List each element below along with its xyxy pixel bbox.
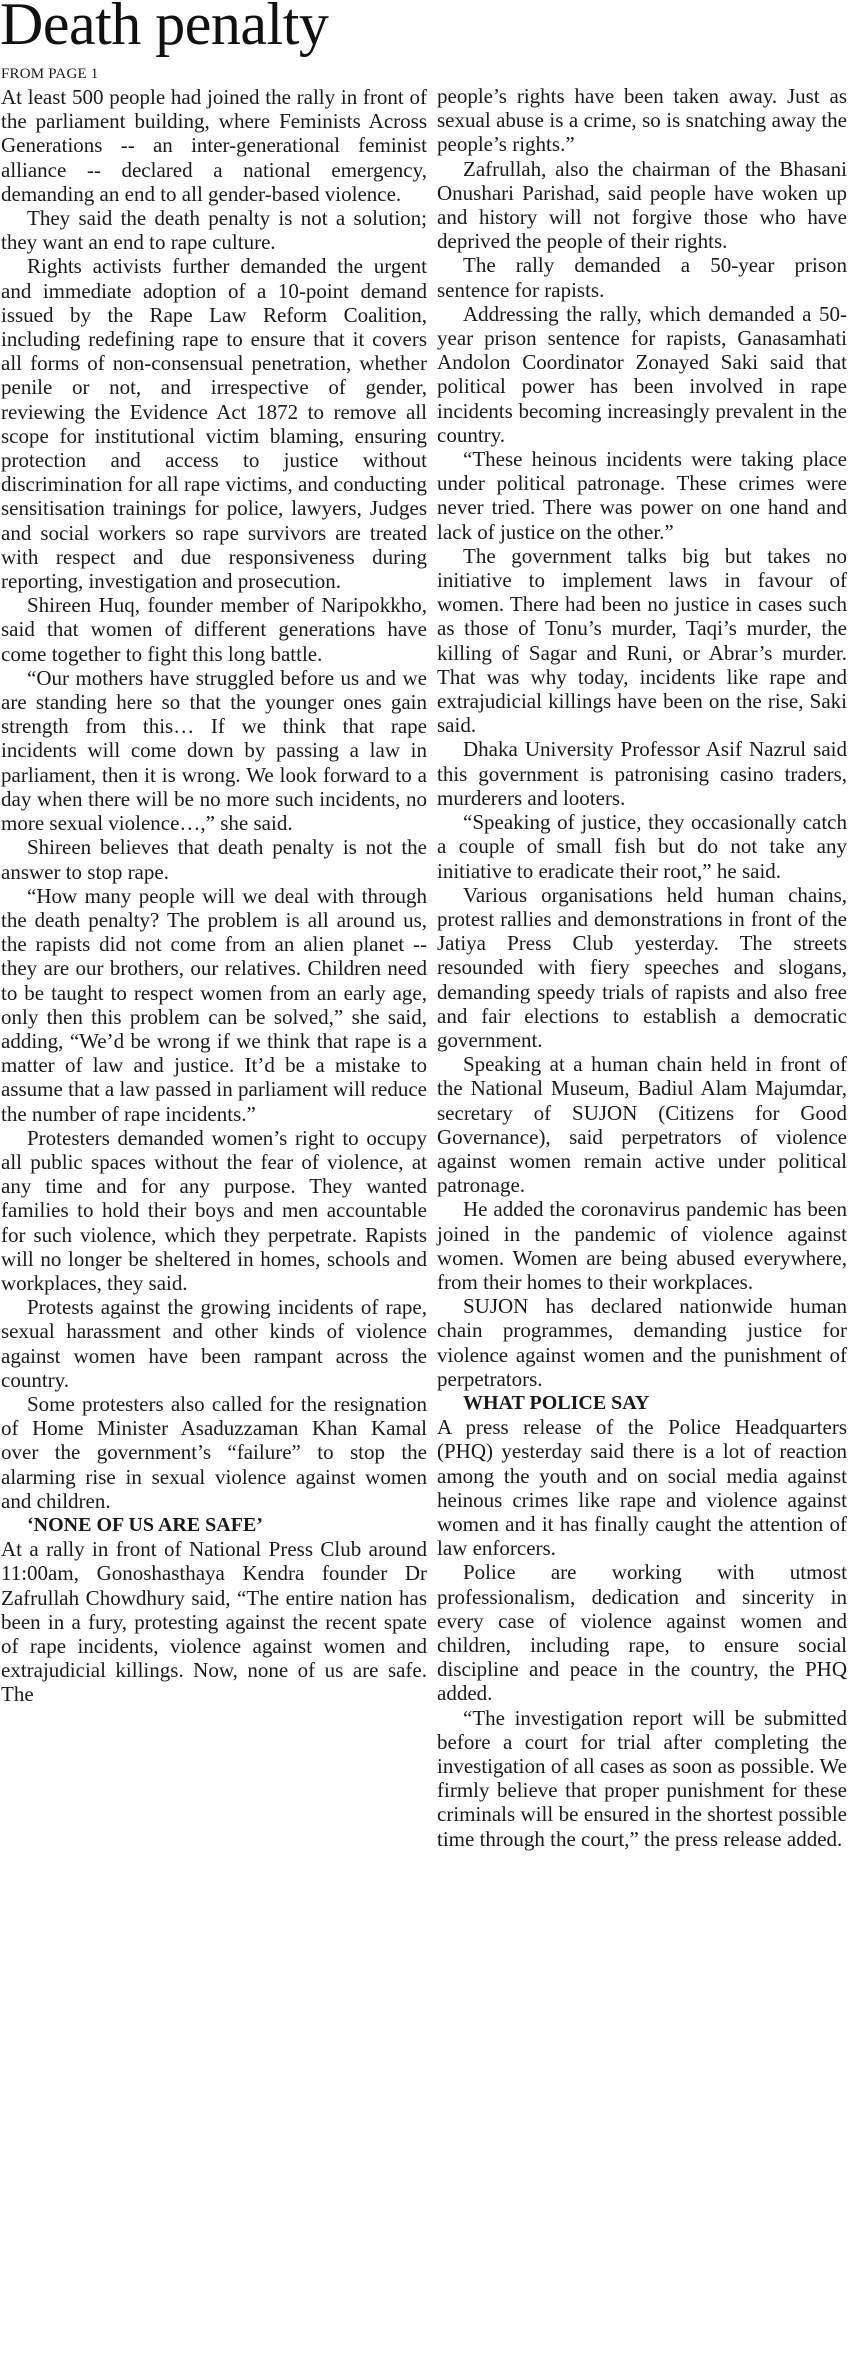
paragraph: Rights activists further demanded the urgent and immediate adoption of a 10-point demand issued by the Rape Law Reform Coalition, including redefining rape to ensure that it covers all forms of non-consensual penetration, whether penile or not, and irrespective of gender, reviewing the Evidence Act 1872 to remove all scope for institutional victim blaming, ensuring protection and access to justice without discrimination for all rape victims, and conducting sensitisation trainings for police, lawyers, Judges and social workers so rape survivors are treated with respect and due responsiveness during reporting, investigation and prosecution. xyxy=(1,254,427,594)
continued-from-label: FROM PAGE 1 xyxy=(1,66,99,82)
paragraph: SUJON has declared nationwide human chain programmes, demanding justice for violence against women and the punishment of perpetrators. xyxy=(437,1294,847,1391)
paragraph: At a rally in front of National Press Club around 11:00am, Gonoshasthaya Kendra founder Dr Zafrullah Chowdhury said, “The entire nation has been in a fury, protesting against the recent spate of rape incidents, violence against women and extrajudicial killings. Now, none of us are safe. The xyxy=(1,1537,427,1707)
subheading-none-safe: ‘NONE OF US ARE SAFE’ xyxy=(27,1513,263,1536)
paragraph: Dhaka University Professor Asif Nazrul said this government is patronising casino traders, murderers and looters. xyxy=(437,737,847,810)
paragraph: Zafrullah, also the chairman of the Bhasani Onushari Parishad, said people have woken up and history will not forgive those who have deprived the people of their rights. xyxy=(437,156,847,254)
paragraph: Police are working with utmost professionalism, dedication and sincerity in every case of violence against women and children, including rape, to ensure social discipline and peace in the country, the PHQ added. xyxy=(437,1560,847,1706)
paragraph: Protesters demanded women’s right to occupy all public spaces without the fear of violence, at any time and for any purpose. They wanted families to hold their boys and men accountable for such violence, which they perpetrate. Rapists will no longer be sheltered in homes, schools and workplaces, they said. xyxy=(1,1125,427,1295)
paragraph: A press release of the Police Headquarters (PHQ) yesterday said there is a lot of reaction among the youth and on social media against heinous crimes like rape and violence against women and it has finally caught the attention of law enforcers. xyxy=(437,1415,847,1561)
paragraph: Shireen believes that death penalty is not the answer to stop rape. xyxy=(1,835,427,884)
subheading-police: WHAT POLICE SAY xyxy=(463,1391,650,1414)
paragraph: At least 500 people had joined the rally in front of the parliament building, where Feminists Across Generations -- an inter-generational feminist alliance -- declared a national emergency, demanding an end to all gender-based violence. xyxy=(1,85,427,206)
paragraph: Addressing the rally, which demanded a 50-year prison sentence for rapists, Ganasamhati Andolon Coordinator Zonayed Saki said that political power has been involved in rape incidents becoming increasingly prevalent in the country. xyxy=(437,301,847,447)
headline: Death penalty xyxy=(0,0,329,57)
paragraph: Speaking at a human chain held in front of the National Museum, Badiul Alam Majumdar, secretary of SUJON (Citizens for Good Governance), said perpetrators of violence against women remain active under political patronage. xyxy=(437,1052,847,1198)
paragraph: The government talks big but takes no initiative to implement laws in favour of women. There had been no justice in cases such as those of Tonu’s murder, Taqi’s murder, the killing of Sagar and Runi, or Abrar’s murder. That was why today, incidents like rape and extrajudicial killings have been on the rise, Saki said. xyxy=(437,543,847,738)
paragraph: “The investigation report will be submitted before a court for trial after completing the investigation of all cases as soon as possible. We firmly believe that proper punishment for these criminals will be ensured in the shortest possible time through the court,” the press release added. xyxy=(437,1705,847,1851)
paragraph: “These heinous incidents were taking place under political patronage. These crimes were never tried. There was power on one hand and lack of justice on the other.” xyxy=(437,447,847,544)
paragraph: Shireen Huq, founder member of Naripokkho, said that women of different generations have come together to fight this long battle. xyxy=(1,593,427,666)
paragraph: “Our mothers have struggled before us and we are standing here so that the younger ones gain strength from this… If we think that rape incidents will come down by passing a law in parliament, then it is wrong. We look forward to a day when there will be no more such incidents, no more sexual violence…,” she said. xyxy=(1,665,427,836)
paragraph-continued: people’s rights have been taken away. Just as sexual abuse is a crime, so is snatching away the people’s rights.” xyxy=(437,84,847,157)
right-column xyxy=(437,84,847,1851)
paragraph: “How many people will we deal with through the death penalty? The problem is all around us, the rapists did not come from an alien planet -- they are our brothers, our relatives. Children need to be taught to respect women from an early age, only then this problem can be solved,” she said, adding, “We’d be wrong if we think that rape is a matter of law and justice. It’d be a mistake to assume that a law passed in parliament will reduce the number of rape incidents.” xyxy=(1,883,427,1126)
paragraph: Some protesters also called for the resignation of Home Minister Asaduzzaman Khan Kamal over the government’s “failure” to stop the alarming rise in sexual violence against women and children. xyxy=(1,1391,427,1513)
paragraph: Protests against the growing incidents of rape, sexual harassment and other kinds of violence against women have been rampant across the country. xyxy=(1,1295,427,1392)
paragraph: The rally demanded a 50-year prison sentence for rapists. xyxy=(437,253,847,302)
paragraph: They said the death penalty is not a solution; they want an end to rape culture. xyxy=(1,206,427,255)
paragraph: Various organisations held human chains, protest rallies and demonstrations in front of the Jatiya Press Club yesterday. The streets resounded with fiery speeches and slogans, demanding speedy trials of rapists and also free and fair elections to establish a democratic government. xyxy=(437,882,847,1052)
paragraph: He added the coronavirus pandemic has been joined in the pandemic of violence against women. Women are being abused everywhere, from their homes to their workplaces. xyxy=(437,1197,847,1294)
left-column xyxy=(1,64,427,1707)
paragraph: “Speaking of justice, they occasionally catch a couple of small fish but do not take any initiative to eradicate their root,” he said. xyxy=(437,810,847,883)
